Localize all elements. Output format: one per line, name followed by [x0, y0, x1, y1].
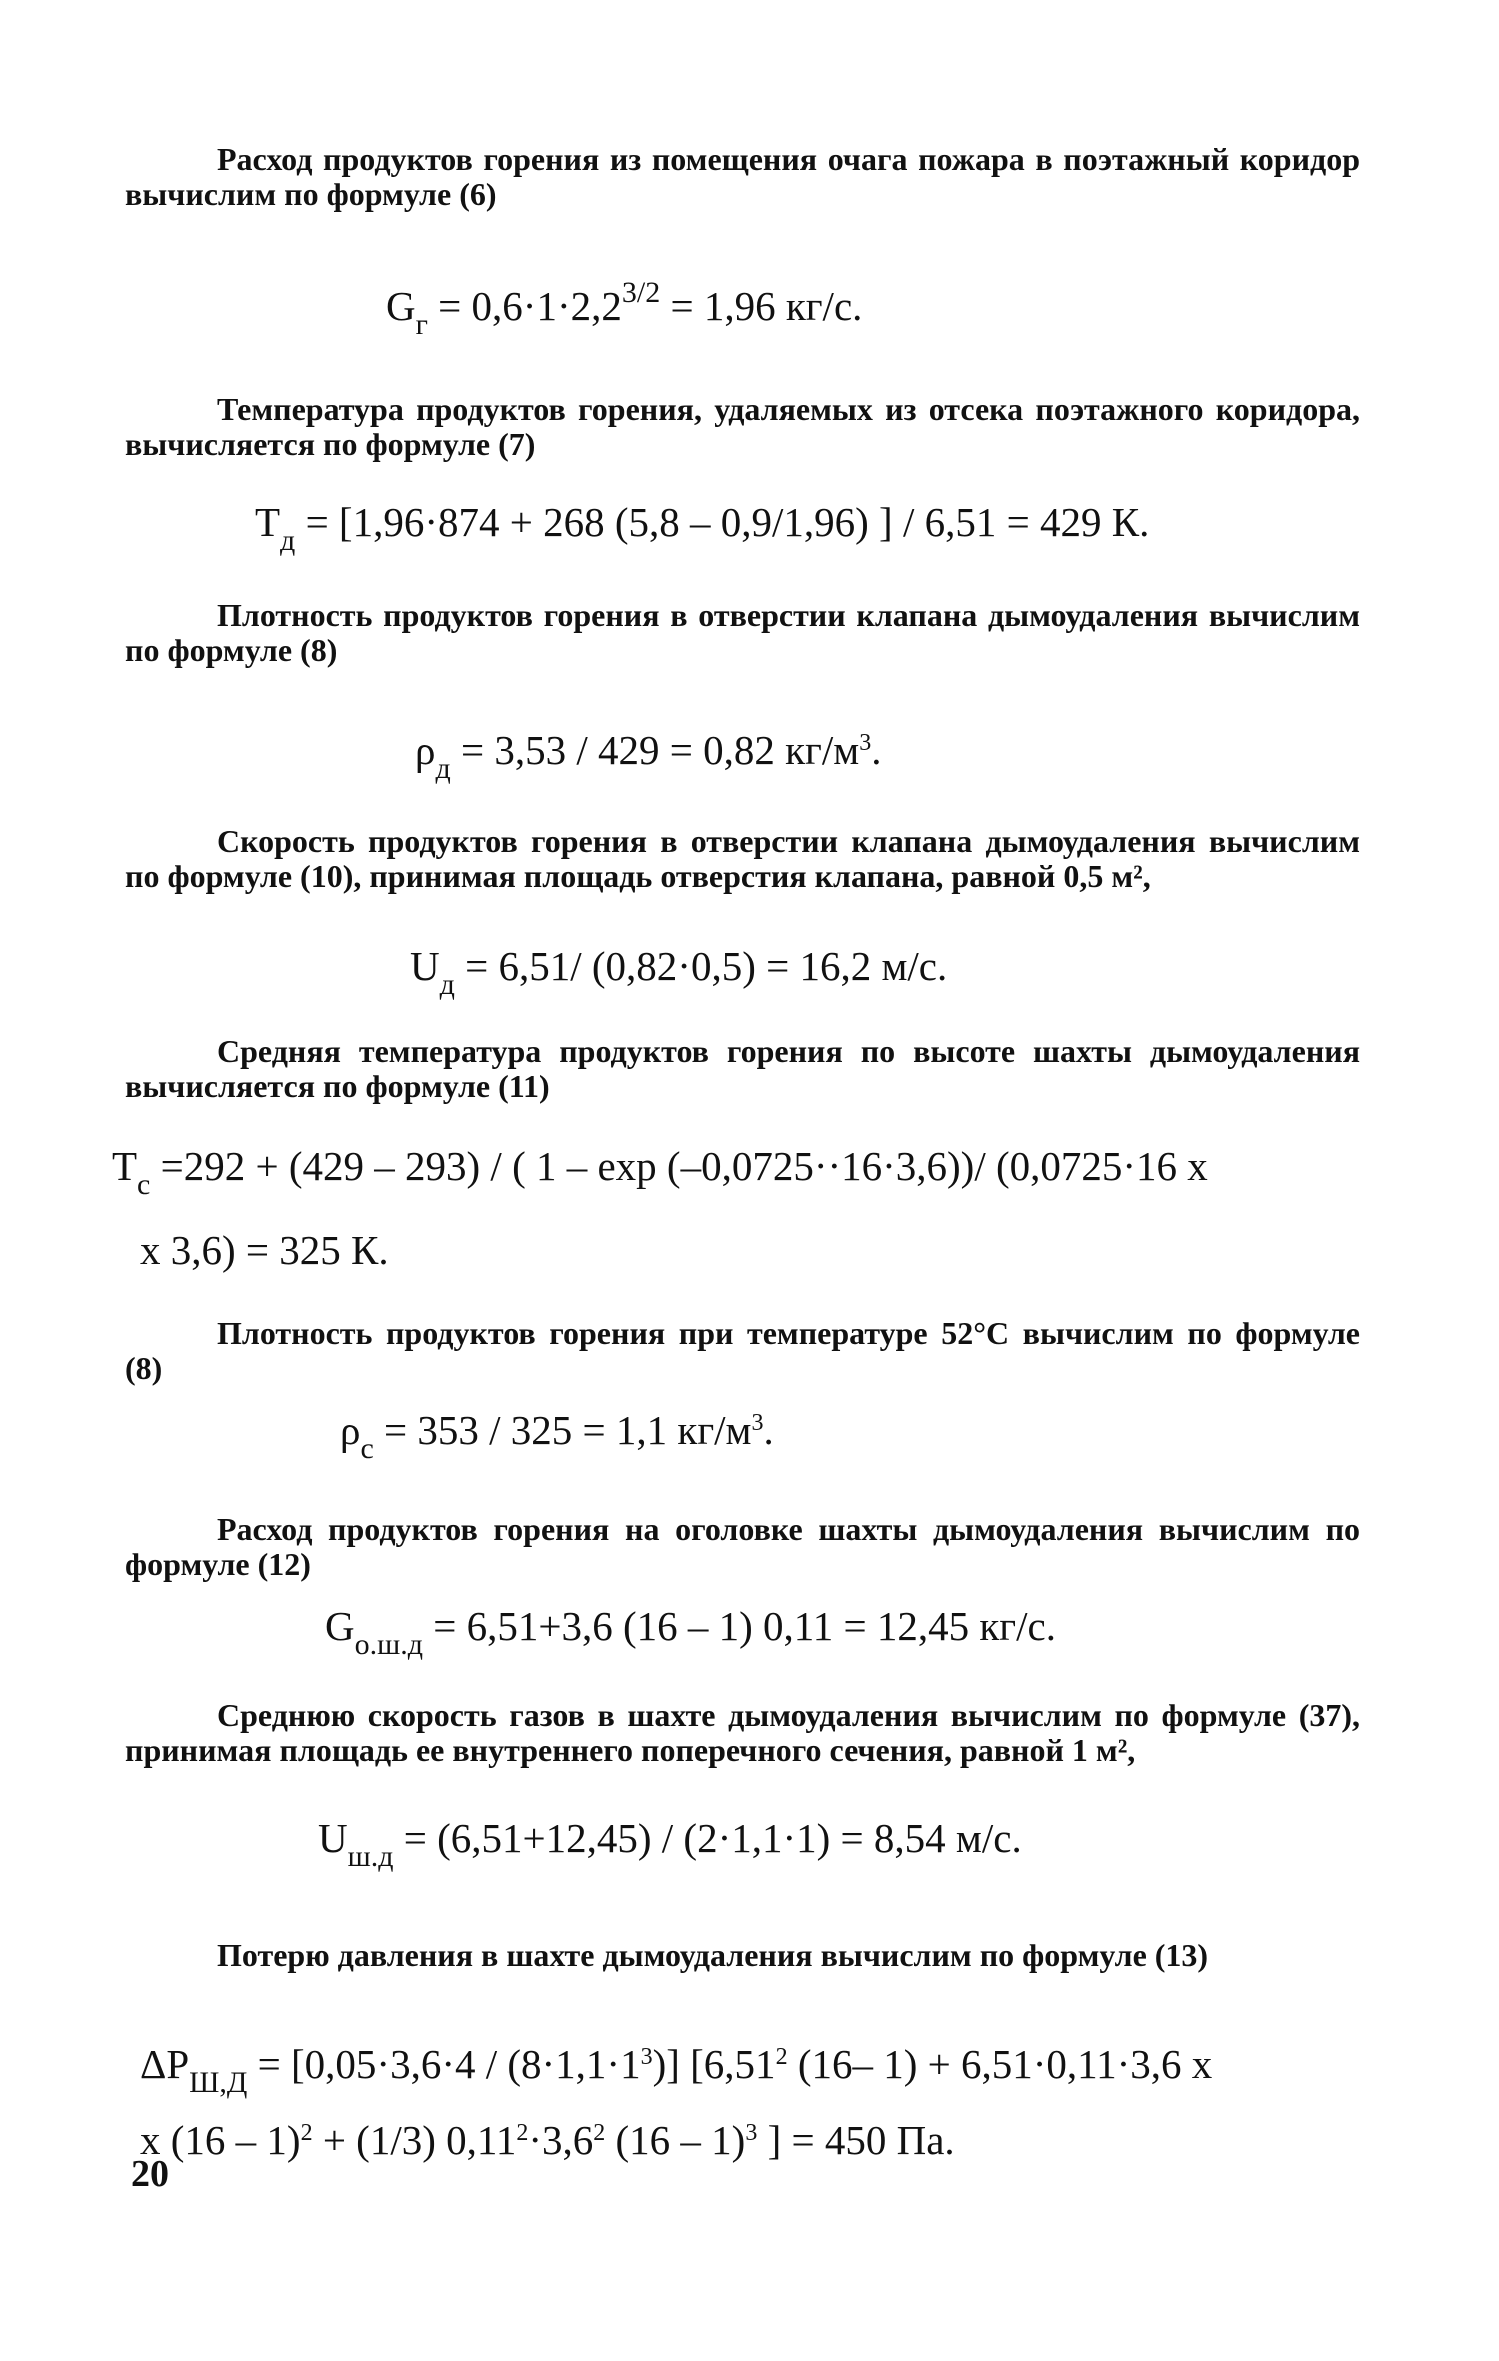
formula-superscript: 3	[751, 1410, 764, 1436]
paragraph-9: Потерю давления в шахте дымоудаления вычислим по формуле (13)	[217, 1937, 1209, 1973]
formula-subscript: д	[435, 752, 451, 785]
formula-5-continuation	[140, 1226, 389, 1274]
formula-body: = (6,51+12,45) / (2·1,1·1) = 8,54 м/с.	[393, 1815, 1022, 1861]
formula-4	[410, 942, 948, 1001]
formula-exponent: 2	[516, 2120, 529, 2146]
formula-part: = [0,05·3,6·4 / (8·1,1·1	[247, 2041, 641, 2087]
formula-exponent: 3	[640, 2044, 653, 2070]
formula-8	[318, 1814, 1022, 1873]
formula-body: = 6,51/ (0,82·0,5) = 16,2 м/с.	[454, 943, 948, 989]
paragraph-4: Скорость продуктов горения в отверстии клапана дымоудаления вычислим по формуле (10), принимая площадь отверстия клапана, равной 0,5 м²,	[125, 823, 1360, 894]
formula-subscript: ш.д	[347, 1840, 394, 1873]
paragraph-2: Температура продуктов горения, удаляемых из отсека поэтажного коридора, вычисляется по формуле (7)	[125, 391, 1360, 462]
formula-body: = 0,6·1·2,2	[427, 283, 622, 329]
formula-part: (16– 1) + 6,51·0,11·3,6 х	[787, 2041, 1213, 2087]
formula-9-continuation	[140, 2116, 955, 2171]
formula-line-1: =292 + (429 – 293) / ( 1 – exp (–0,0725··16·3,6))/ (0,0725·16 х	[150, 1143, 1208, 1189]
formula-subscript: о.ш.д	[354, 1628, 423, 1661]
formula-subscript: г	[415, 308, 428, 341]
formula-tail: = 1,96 кг/с.	[660, 283, 863, 329]
formula-symbol: ΔP	[140, 2041, 190, 2087]
formula-superscript: 3/2	[621, 276, 661, 309]
formula-9	[140, 2040, 1213, 2099]
formula-subscript: с	[360, 1432, 374, 1465]
formula-superscript: 3	[859, 730, 872, 756]
paragraph-8: Среднюю скорость газов в шахте дымоудаления вычислим по формуле (37), принимая площадь ее внутреннего поперечного сечения, равной 1 м²,	[125, 1697, 1360, 1768]
formula-part: )] [6,51	[652, 2041, 776, 2087]
formula-subscript: д	[439, 968, 455, 1001]
formula-symbol: ρ	[340, 1407, 361, 1453]
formula-symbol: U	[318, 1815, 348, 1861]
formula-part: х (16 – 1)	[140, 2117, 301, 2163]
formula-subscript: д	[280, 524, 296, 557]
paragraph-5: Средняя температура продуктов горения по высоте шахты дымоудаления вычисляется по формуле (11)	[125, 1033, 1360, 1104]
formula-tail: .	[763, 1407, 774, 1453]
formula-subscript: Ш,Д	[189, 2066, 248, 2099]
paragraph-6: Плотность продуктов горения при температуре 52°С вычислим по формуле (8)	[125, 1315, 1360, 1386]
formula-tail: .	[871, 727, 882, 773]
formula-exponent: 2	[775, 2044, 788, 2070]
formula-5	[112, 1142, 1208, 1201]
formula-part: ·3,6	[528, 2117, 594, 2163]
formula-part: (16 – 1)	[605, 2117, 746, 2163]
formula-body: = 3,53 / 429 = 0,82 кг/м	[450, 727, 860, 773]
formula-symbol: G	[325, 1603, 355, 1649]
formula-6	[340, 1406, 774, 1465]
formula-part: + (1/3) 0,11	[312, 2117, 517, 2163]
formula-exponent: 2	[593, 2120, 606, 2146]
formula-body: = 6,51+3,6 (16 – 1) 0,11 = 12,45 кг/с.	[422, 1603, 1056, 1649]
paragraph-3: Плотность продуктов горения в отверстии клапана дымоудаления вычислим по формуле (8)	[125, 597, 1360, 668]
formula-line-2: х 3,6) = 325 К.	[140, 1227, 389, 1273]
formula-symbol: U	[410, 943, 440, 989]
formula-7	[325, 1602, 1056, 1661]
formula-symbol: ρ	[415, 727, 436, 773]
paragraph-7: Расход продуктов горения на оголовке шахты дымоудаления вычислим по формуле (12)	[125, 1511, 1360, 1582]
formula-1	[386, 276, 863, 341]
formula-subscript: с	[137, 1168, 151, 1201]
formula-symbol: G	[386, 283, 416, 329]
page-number: 20	[131, 2153, 169, 2195]
formula-symbol: T	[112, 1143, 138, 1189]
formula-exponent: 3	[745, 2120, 758, 2146]
formula-part: ] = 450 Па.	[757, 2117, 955, 2163]
paragraph-1: Расход продуктов горения из помещения очага пожара в поэтажный коридор вычислим по формуле (6)	[125, 141, 1360, 212]
formula-exponent: 2	[300, 2120, 313, 2146]
formula-2	[255, 498, 1150, 557]
formula-symbol: T	[255, 499, 281, 545]
formula-body: = 353 / 325 = 1,1 кг/м	[373, 1407, 752, 1453]
formula-body: = [1,96·874 + 268 (5,8 – 0,9/1,96) ] / 6,51 = 429 К.	[295, 499, 1150, 545]
formula-3	[415, 726, 882, 785]
